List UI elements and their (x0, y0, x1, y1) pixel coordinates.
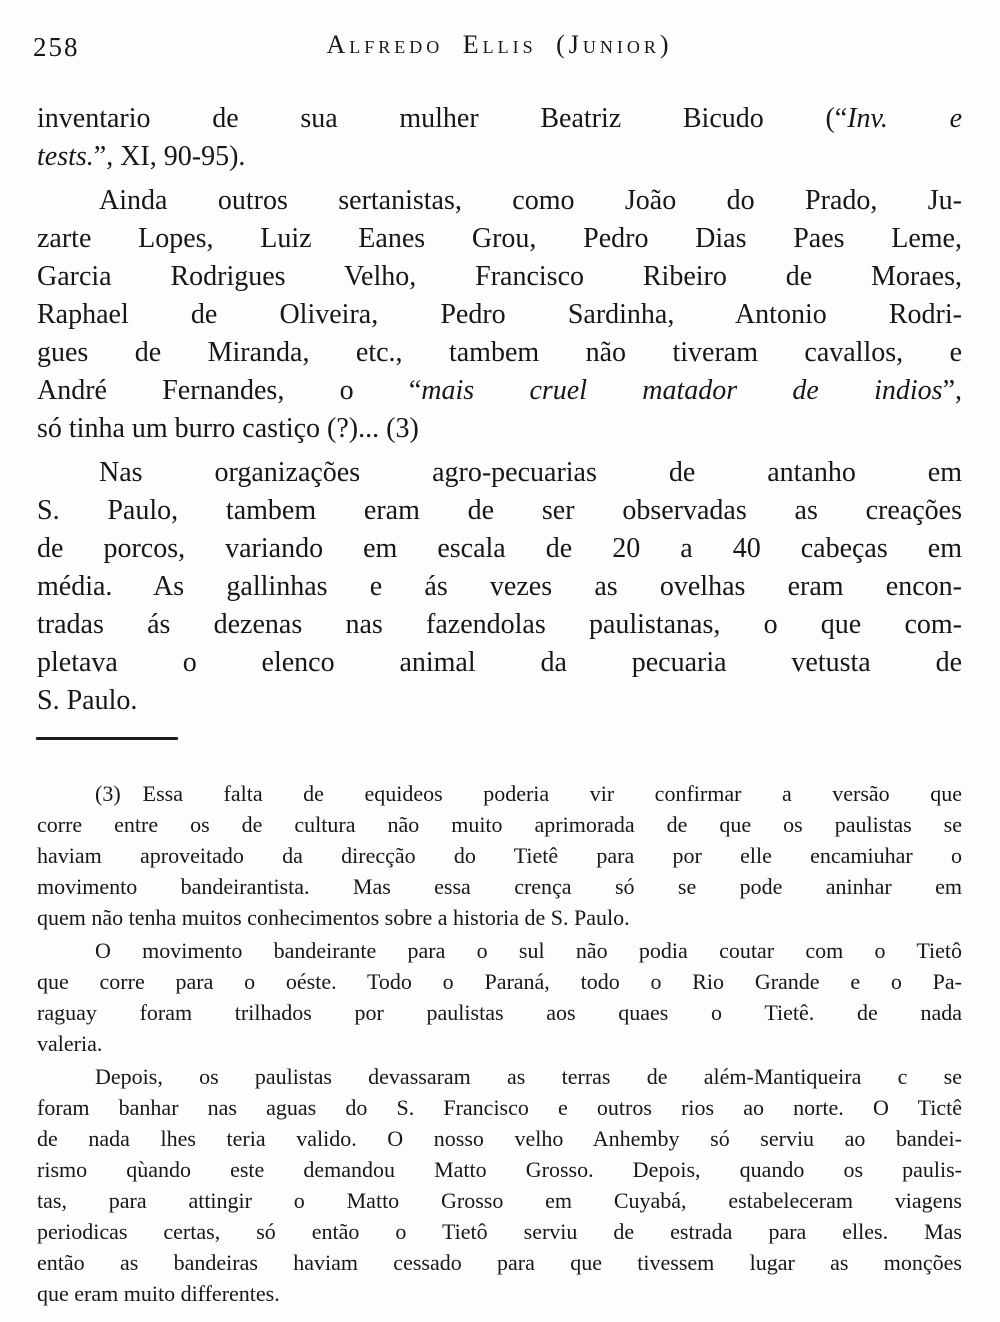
italic-text-run: tests. (37, 141, 94, 172)
text-line: zarte Lopes, Luiz Eanes Grou, Pedro Dias Paes Leme, (37, 223, 962, 254)
text-line: pletava o elenco animal da pecuaria vetusta de (37, 647, 962, 678)
paragraph (37, 182, 962, 448)
footnote-paragraph (37, 935, 962, 1059)
text-line: média. As gallinhas e ás vezes as ovelhas eram encon- (37, 571, 962, 602)
italic-text-run: mais cruel matador de indios (421, 375, 943, 406)
text-line (37, 372, 962, 410)
italic-text-run: Inv. e (847, 103, 962, 134)
running-title: Alfredo Ellis (Junior) (326, 30, 673, 59)
text-run: inventario de sua mulher Beatriz Bicudo (“ (37, 103, 848, 134)
text-line: Ainda outros sertanistas, como João do Prado, Ju- (99, 185, 962, 216)
footnote-paragraph (37, 778, 962, 933)
text-line: Garcia Rodrigues Velho, Francisco Ribeiro de Moraes, (37, 261, 962, 292)
text-line: de nada lhes teria valido. O nosso velho Anhemby só serviu ao bandei- (37, 1126, 962, 1151)
text-line: (3) Essa falta de equideos poderia vir confirmar a versão que (95, 781, 962, 806)
text-line: foram banhar nas aguas do S. Francisco e outros rios ao norte. O Tictê (37, 1095, 962, 1120)
page-header (33, 30, 962, 64)
page-number: 258 (33, 32, 80, 62)
paragraph (37, 100, 962, 176)
text-line (37, 100, 962, 138)
text-line: só tinha um burro castiço (?)... (3) (37, 413, 419, 444)
text-line: periodicas certas, só então o Tietô serviu de estrada para elles. Mas (37, 1219, 962, 1244)
body-text (37, 100, 962, 720)
text-line: gues de Miranda, etc., tambem não tiveram cavallos, e (37, 337, 962, 368)
text-line: haviam aproveitado da direcção do Tietê para por elle encamiuhar o (37, 843, 962, 868)
text-line: rismo qùando este demandou Matto Grosso. Depois, quando os paulis- (37, 1157, 962, 1182)
text-line: que corre para o oéste. Todo o Paraná, todo o Rio Grande e o Pa- (37, 969, 962, 994)
paragraph (37, 454, 962, 720)
text-line: S. Paulo. (37, 685, 138, 716)
text-line: tas, para attingir o Matto Grosso em Cuyabá, estabeleceram viagens (37, 1188, 962, 1213)
text-line: Nas organizações agro-pecuarias de antanho em (99, 457, 962, 488)
text-run: André Fernandes, o “ (37, 375, 422, 406)
text-line: tradas ás dezenas nas fazendolas paulistanas, o que com- (37, 609, 962, 640)
text-line: então as bandeiras haviam cessado para que tivessem lugar as monções (37, 1250, 962, 1275)
text-line: S. Paulo, tambem eram de ser observadas as creações (37, 495, 962, 526)
footnote-separator-rule (36, 737, 178, 740)
text-line: Depois, os paulistas devassaram as terras de além-Mantiqueira c se (95, 1064, 962, 1089)
text-line: O movimento bandeirante para o sul não podia coutar com o Tietô (95, 938, 962, 963)
footnote-section (37, 778, 962, 1309)
text-run: ”, XI, 90-95). (93, 141, 246, 172)
text-line: de porcos, variando em escala de 20 a 40 cabeças em (37, 533, 962, 564)
text-line: que eram muito differentes. (37, 1281, 280, 1306)
text-line: quem não tenha muitos conhecimentos sobre a historia de S. Paulo. (37, 905, 630, 930)
text-line: Raphael de Oliveira, Pedro Sardinha, Antonio Rodri- (37, 299, 962, 330)
text-line (37, 138, 962, 176)
text-line: movimento bandeirantista. Mas essa crença só se pode aninhar em (37, 874, 962, 899)
footnote-paragraph (37, 1061, 962, 1309)
text-line: raguay foram trilhados por paulistas aos quaes o Tietê. de nada (37, 1000, 962, 1025)
text-run: ”, (942, 375, 962, 406)
text-line: corre entre os de cultura não muito aprimorada de que os paulistas se (37, 812, 962, 837)
text-line: valeria. (37, 1031, 103, 1056)
